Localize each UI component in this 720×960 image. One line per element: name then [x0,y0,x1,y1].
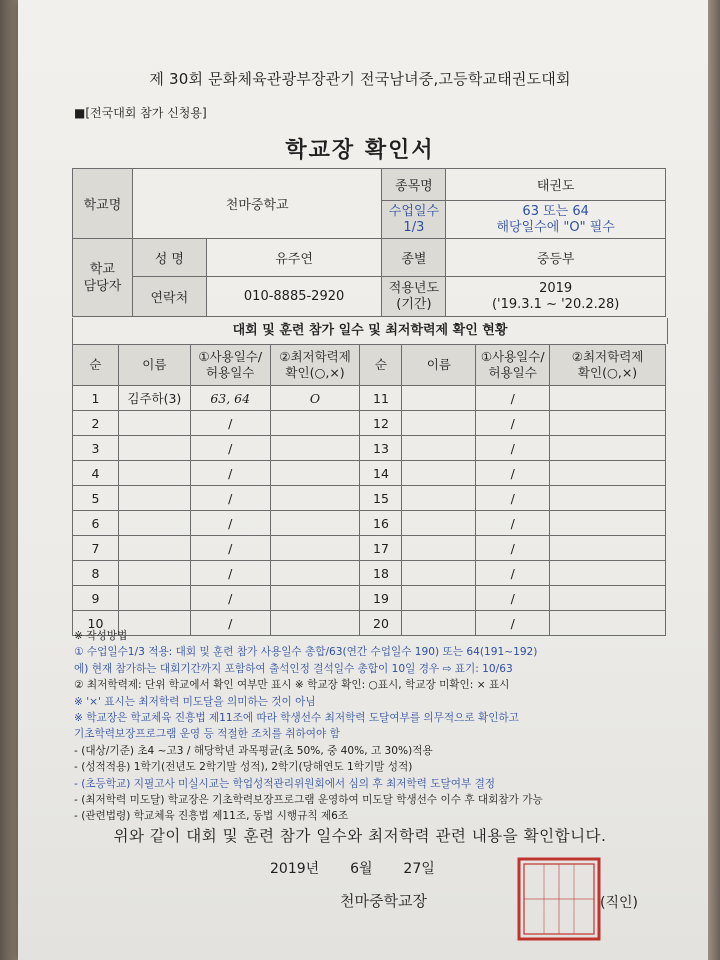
min-academic-mark [550,586,666,611]
days-label-line2: 1/3 [403,219,425,235]
row-number: 3 [73,436,119,461]
student-name [118,536,190,561]
division-label: 종별 [382,239,446,277]
note-line: ※ 학교장은 학교체육 진흥법 제11조에 따라 학생선수 최저학력 도달여부를 의무적으로 확인하고 [74,712,519,725]
days-ratio: / [190,461,270,486]
contact-value: 010-8885-2920 [206,277,382,317]
year-label-line2: (기간) [396,296,432,312]
seal-label: (직인) [600,895,638,911]
min-academic-mark: O [270,386,360,411]
name-label: 성 명 [132,239,206,277]
table-row [73,536,666,561]
student-name [402,486,476,511]
min-academic-mark [270,436,360,461]
form-tag: ■[전국대회 참가 신청용] [74,106,207,120]
row-number: 8 [73,561,119,586]
name-value: 유주연 [206,239,382,277]
student-name [402,411,476,436]
date-year: 2019년 [270,861,320,877]
row-number: 19 [360,586,402,611]
note-line: ※ 작성방법 [74,630,128,642]
days-ratio: / [476,536,550,561]
table-row [73,386,666,411]
col-days [190,345,270,386]
days-label-line1: 수업일수 [388,203,439,219]
table-row [73,511,666,536]
min-academic-mark [550,386,666,411]
row-number: 7 [73,536,119,561]
manager-label-line2: 담당자 [83,278,122,294]
note-line: - (성적적용) 1학기(전년도 2학기말 성적), 2학기(당해연도 1학기말 성적) [74,761,413,774]
student-name [118,461,190,486]
note-line: ① 수업일수1/3 적용: 대회 및 훈련 참가 사용일수 총합/63(연간 수업일수 190) 또는 64(191~192) [74,646,538,659]
days-ratio: / [190,486,270,511]
table-row [73,486,666,511]
table-row [73,561,666,586]
row-number: 10 [73,611,119,636]
row-number: 14 [360,461,402,486]
days-ratio: / [476,561,550,586]
days-value [446,201,666,239]
row-number: 4 [73,461,119,486]
note-line: - (최저학력 미도달) 학교장은 기초학력보장프로그램 운영하여 미도달 학생선수 이수 후 대회참가 가능 [74,794,543,807]
min-academic-mark [550,436,666,461]
date-month: 6월 [350,861,373,877]
year-label [382,277,446,317]
col-days-2-line1: ①사용일수/ [480,349,545,364]
manager-label-line1: 학교 [89,261,115,277]
days-value-line2: 해당일수에 "O" 필수 [496,219,615,235]
days-ratio: / [190,436,270,461]
school-value: 천마중학교 [132,169,382,239]
days-ratio: / [190,536,270,561]
col-days-line2: 허용일수 [206,365,255,380]
note-line: 에) 현재 참가하는 대회기간까지 포함하여 출석인정 결석일수 총합이 10일 경우 ⇨ 표기: 10/63 [74,662,513,675]
col-min [270,345,360,386]
row-number: 9 [73,586,119,611]
division-value: 중등부 [446,239,666,277]
student-name [118,561,190,586]
date-day: 27일 [403,861,435,877]
min-academic-mark [270,536,360,561]
event-value: 태권도 [446,169,666,201]
row-number: 12 [360,411,402,436]
min-academic-mark [550,486,666,511]
min-academic-mark [270,561,360,586]
school-label: 학교명 [73,169,133,239]
col-name: 이름 [118,345,190,386]
days-ratio: / [476,511,550,536]
year-value [446,277,666,317]
note-line: ※ '×' 표시는 최저학력 미도달을 의미하는 것이 아님 [74,695,316,708]
note-line: - (대상/기준) 초4 ~고3 / 해당학년 과목평균(초 50%, 중 40%, 고 30%)적용 [74,744,433,757]
days-label [382,201,446,239]
min-academic-mark [270,586,360,611]
days-ratio: / [190,611,270,636]
col-days-2-line2: 허용일수 [488,365,537,380]
days-ratio: / [476,411,550,436]
days-ratio: / [476,461,550,486]
note-line: - (초등학교) 지필고사 미실시교는 학업성적관리위원회에서 심의 후 최저학력 도달여부 결정 [74,777,496,790]
row-number: 5 [73,486,119,511]
event-title: 제 30회 문화체육관광부장관기 전국남녀중,고등학교태권도대회 [149,70,571,88]
row-number: 13 [360,436,402,461]
year-value-line1: 2019 [539,280,573,296]
days-value-line1: 63 또는 64 [522,203,589,219]
min-academic-mark [550,461,666,486]
student-name [118,511,190,536]
student-name [402,461,476,486]
signer-name: 천마중학교장 [340,892,427,910]
manager-label [73,239,133,317]
col-min-2 [550,345,666,386]
student-name [402,586,476,611]
confirm-statement: 위와 같이 대회 및 훈련 참가 일수와 최저학력 관련 내용을 확인합니다. [113,827,607,845]
student-name: 김주하(3) [118,386,190,411]
col-name-2: 이름 [402,345,476,386]
days-ratio: / [476,586,550,611]
row-number: 20 [360,611,402,636]
days-ratio: / [190,411,270,436]
col-days-2 [476,345,550,386]
table-row [73,461,666,486]
student-name [118,486,190,511]
col-no: 순 [73,345,119,386]
row-number: 1 [73,386,119,411]
note-line: ② 최저학력제: 단위 학교에서 확인 여부만 표시 ※ 학교장 확인: ○표시, 학교장 미확인: × 표시 [74,679,510,692]
days-ratio: / [476,386,550,411]
student-name [402,561,476,586]
col-min-2-line2: 확인(○,×) [577,365,638,380]
student-name [118,436,190,461]
roster-table [72,344,666,636]
days-ratio: 63, 64 [190,386,270,411]
year-value-line2: ('19.3.1 ~ '20.2.28) [491,296,620,312]
min-academic-mark [550,536,666,561]
min-academic-mark [270,511,360,536]
row-number: 2 [73,411,119,436]
signature-date [270,858,435,878]
event-label: 종목명 [382,169,446,201]
row-number: 18 [360,561,402,586]
student-name [402,511,476,536]
col-no-2: 순 [360,345,402,386]
min-academic-mark [270,411,360,436]
table-row [73,436,666,461]
student-name [118,586,190,611]
col-min-line2: 확인(○,×) [285,365,345,380]
row-number: 16 [360,511,402,536]
table-row [73,586,666,611]
col-days-line1: ①사용일수/ [198,349,263,364]
row-number: 11 [360,386,402,411]
days-ratio: / [476,611,550,636]
min-academic-mark [550,561,666,586]
year-label-line1: 적용년도 [388,280,439,296]
min-academic-mark [270,486,360,511]
row-number: 15 [360,486,402,511]
student-name [118,411,190,436]
days-ratio: / [476,486,550,511]
row-number: 17 [360,536,402,561]
student-name [402,386,476,411]
days-ratio: / [190,511,270,536]
row-number: 6 [73,511,119,536]
document-title: 학교장 확인서 [285,138,435,163]
official-seal-icon [516,856,602,942]
days-ratio: / [476,436,550,461]
info-table [72,168,666,317]
student-name [402,436,476,461]
contact-label: 연락처 [132,277,206,317]
table-row [73,411,666,436]
col-min-line1: ②최저학력제 [279,349,351,364]
days-ratio: / [190,586,270,611]
min-academic-mark [550,411,666,436]
min-academic-mark [550,511,666,536]
notes-section [74,628,674,825]
student-name [402,536,476,561]
status-title: 대회 및 훈련 참가 일수 및 최저학력제 확인 현황 [72,318,668,344]
col-min-2-line1: ②최저학력제 [571,349,644,364]
note-line: - (관련법령) 학교체육 진흥법 제11조, 동법 시행규칙 제6조 [74,810,349,823]
days-ratio: / [190,561,270,586]
note-line: 기초학력보장프로그램 운영 등 적절한 조치를 취하여야 함 [74,728,340,741]
min-academic-mark [270,461,360,486]
